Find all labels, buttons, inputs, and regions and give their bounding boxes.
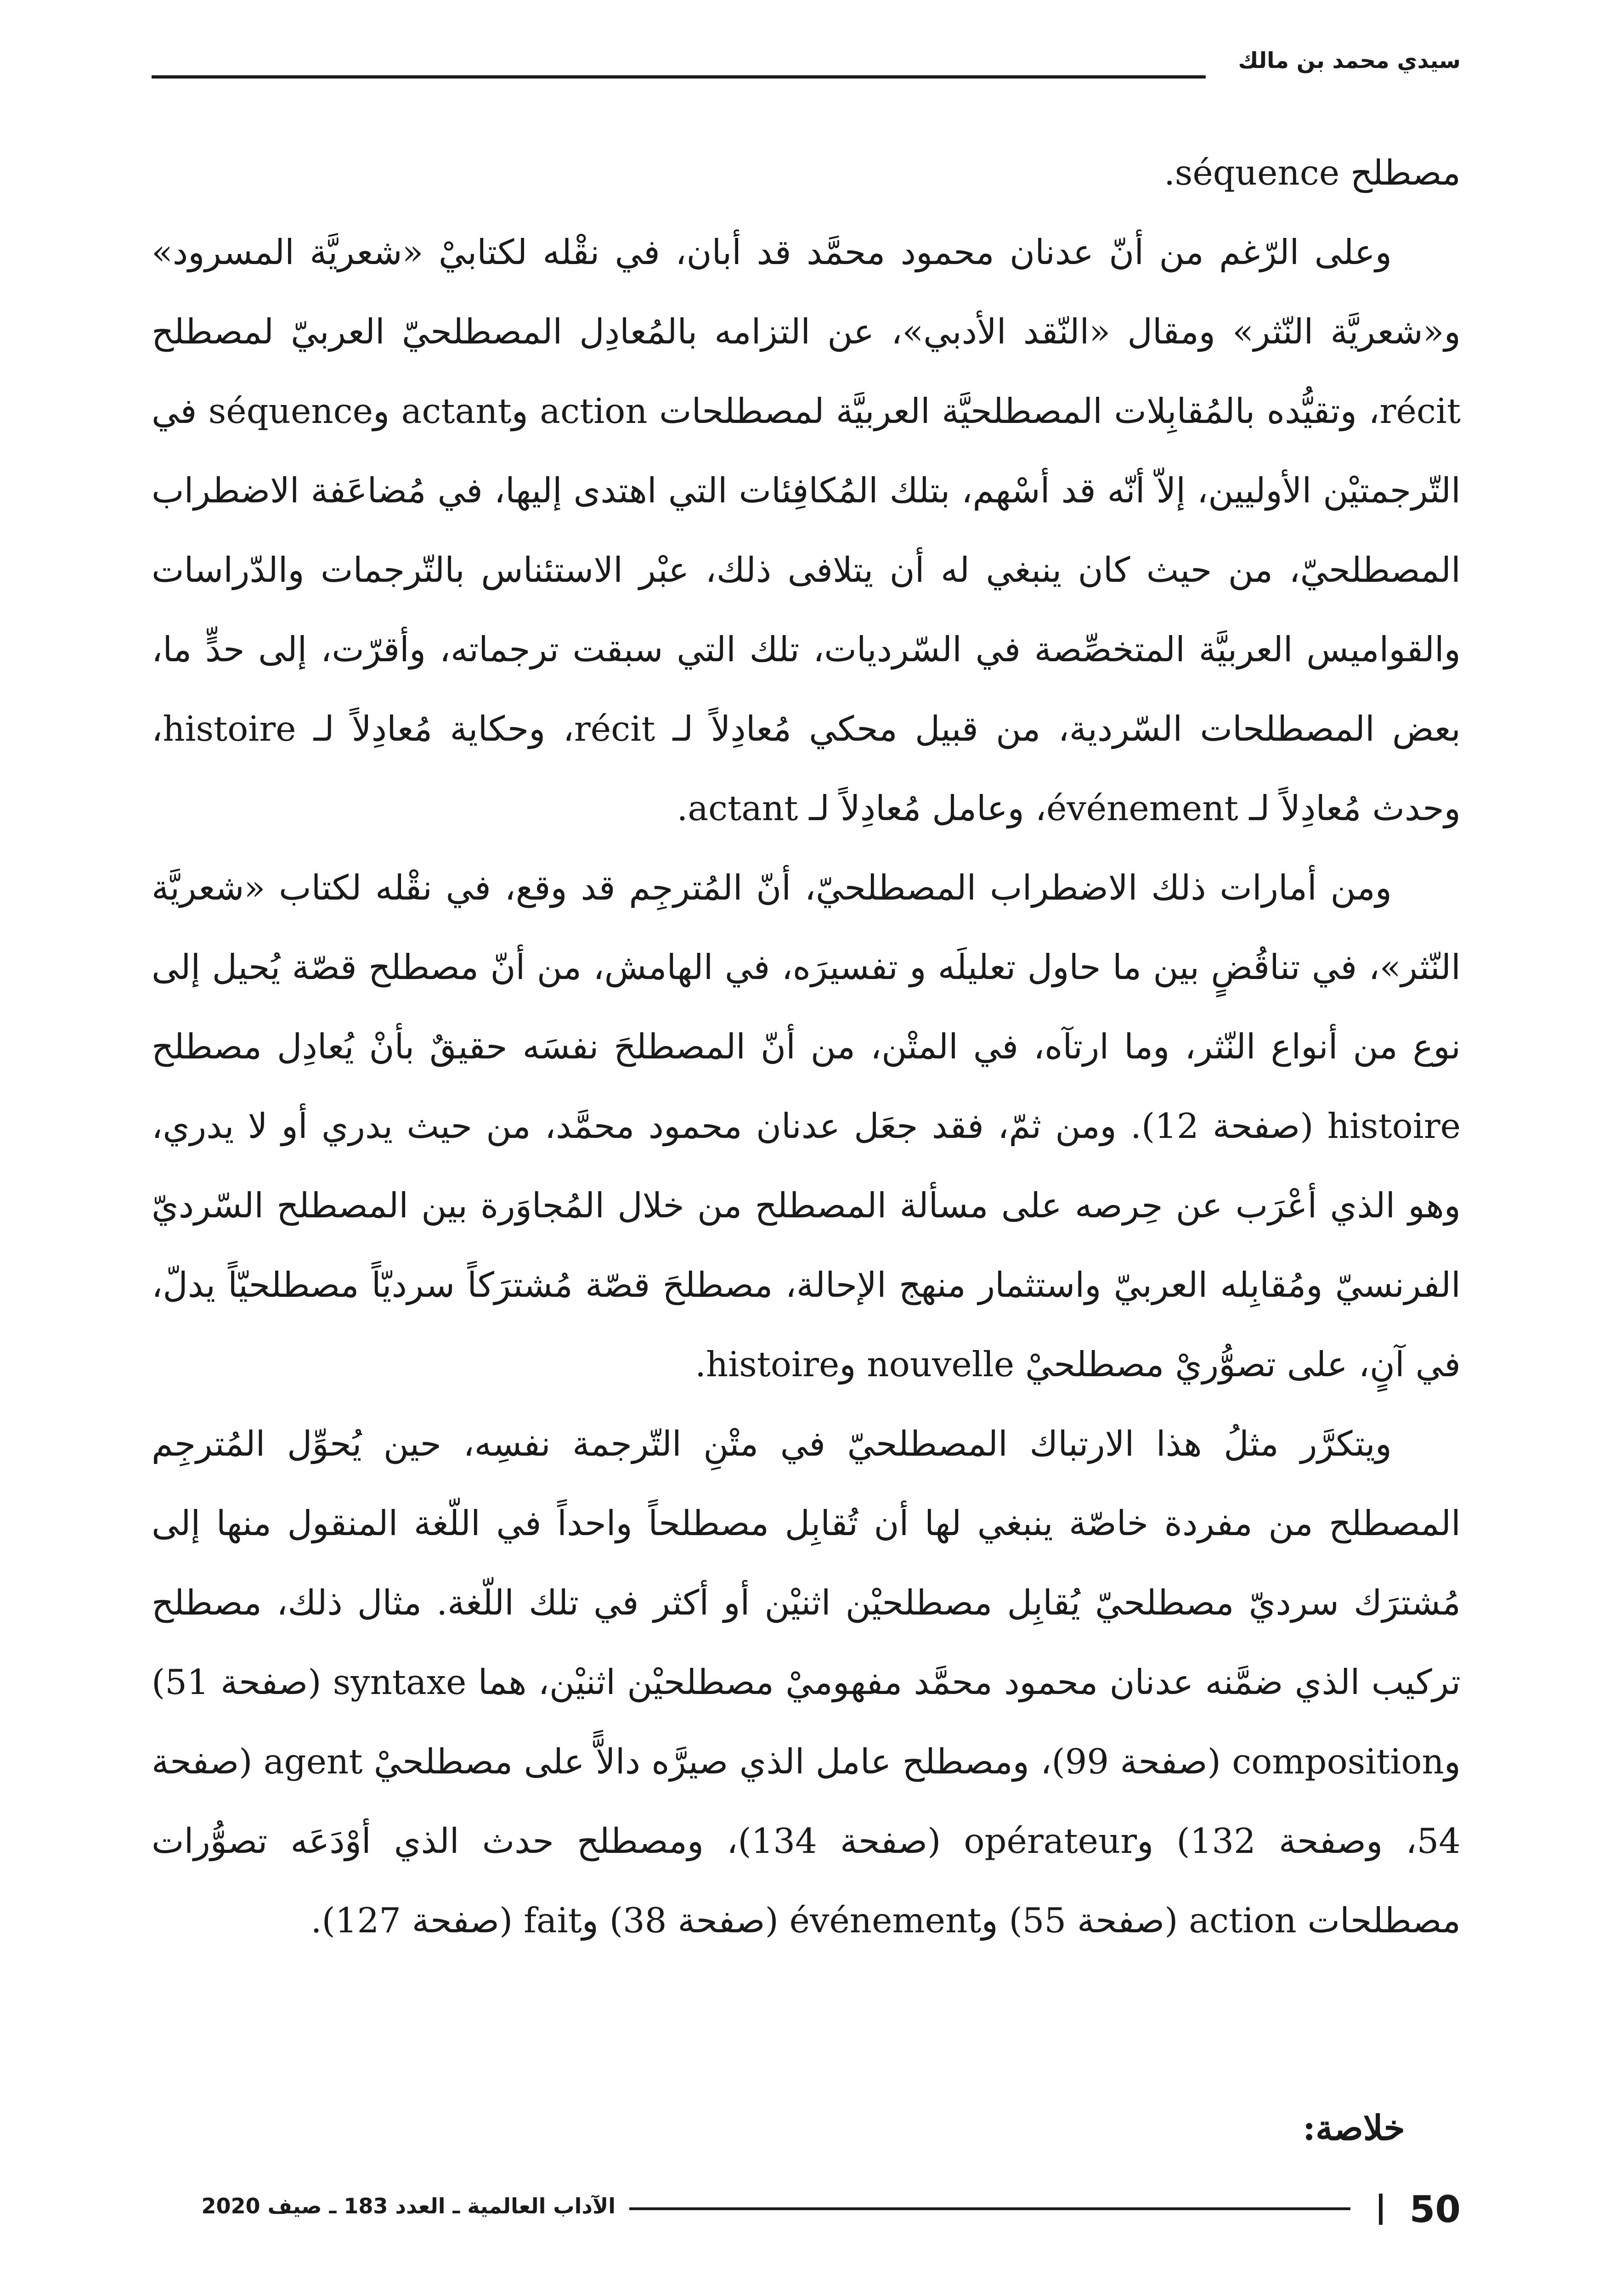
author-name: سيدي محمد بن مالك	[1238, 48, 1461, 73]
paragraph-continuation: مصطلح séquence.	[1164, 152, 1461, 193]
conclusion-heading: خلاصة:	[1303, 2108, 1405, 2148]
journal-issue-info: الآداب العالمية ـ العدد 183 ـ صيف 2020	[201, 2194, 615, 2218]
running-header	[152, 42, 1461, 93]
article-body	[152, 133, 1461, 1960]
footer-separator-bar	[1379, 2194, 1383, 2225]
paragraph: ومن أمارات ذلك الاضطراب المصطلحيّ، أنّ المُترجِم قد وقع، في نقْله لكتاب «شعريَّة النّثر»، في تناقُضٍ بين ما حاول تعليلَه و تفسيرَه، في الهامش، من أنّ مصطلح قصّة يُحيل إلى نوع من أنواع النّثر، وما ارتآه، في المتْن، من أنّ المصطلحَ نفسَه حقيقٌ بأنْ يُعادِل مصطلح histoire (صفحة 12). ومن ثمّ، فقد جعَل عدنان محمود محمَّد، من حيث يدري أو لا يدري، وهو الذي أعْرَب عن حِرصه على مسألة المصطلح من خلال المُجاوَرة بين المصطلح السّرديّ الفرنسيّ ومُقابِله العربيّ واستثمار منهج الإحالة، مصطلحَ قصّة مُشترَكاً سرديّاً مصطلحيّاً يدلّ، في آنٍ، على تصوُّريْ مصطلحيْ nouvelle وhistoire.	[152, 867, 1461, 1384]
page-footer	[147, 2183, 1461, 2234]
page-number: 50	[1409, 2188, 1461, 2231]
paragraph: وعلى الرّغم من أنّ عدنان محمود محمَّد قد أبان، في نقْله لكتابيْ «شعريَّة المسرود» و«شعريَّة النّثر» ومقال «النّقد الأدبي»، عن التزامه بالمُعادِل المصطلحيّ العربيّ لمصطلح récit، وتقيُّده بالمُقابِلات المصطلحيَّة العربيَّة لمصطلحات action وactant وséquence في التّرجمتيْن الأوليين، إلاّ أنّه قد أسْهم، بتلك المُكافِئات التي اهتدى إليها، في مُضاعَفة الاضطراب المصطلحيّ، من حيث كان ينبغي له أن يتلافى ذلك، عبْر الاستئناس بالتّرجمات والدّراسات والقواميس العربيَّة المتخصِّصة في السّرديات، تلك التي سبقت ترجماته، وأقرّت، إلى حدٍّ ما، بعض المصطلحات السّردية، من قبيل محكي مُعادِلاً لـ récit، وحكاية مُعادِلاً لـ histoire، وحدث مُعادِلاً لـ événement، وعامل مُعادِلاً لـ actant.	[152, 232, 1461, 828]
paragraph: ويتكرَّر مثلُ هذا الارتباك المصطلحيّ في متْنِ التّرجمة نفسِه، حين يُحوِّل المُترجِم المصطلح من مفردة خاصّة ينبغي لها أن تُقابِل مصطلحاً واحداً في اللّغة المنقول منها إلى مُشترَك سرديّ مصطلحيّ يُقابِل مصطلحيْن اثنيْن أو أكثر في تلك اللّغة. مثال ذلك، مصطلح تركيب الذي ضمَّنه عدنان محمود محمَّد مفهوميْ مصطلحيْن اثنيْن، هما syntaxe (صفحة 51) وcomposition (صفحة 99)، ومصطلح عامل الذي صيرَّه دالاًّ على مصطلحيْ agent (صفحة 54، وصفحة 132) وopérateur (صفحة 134)، ومصطلح حدث الذي أوْدَعَه تصوُّرات مصطلحات action (صفحة 55) وévénement (صفحة 38) وfait (صفحة 127).	[152, 1424, 1461, 1941]
header-rule	[152, 75, 1206, 79]
footer-rule	[629, 2207, 1350, 2210]
